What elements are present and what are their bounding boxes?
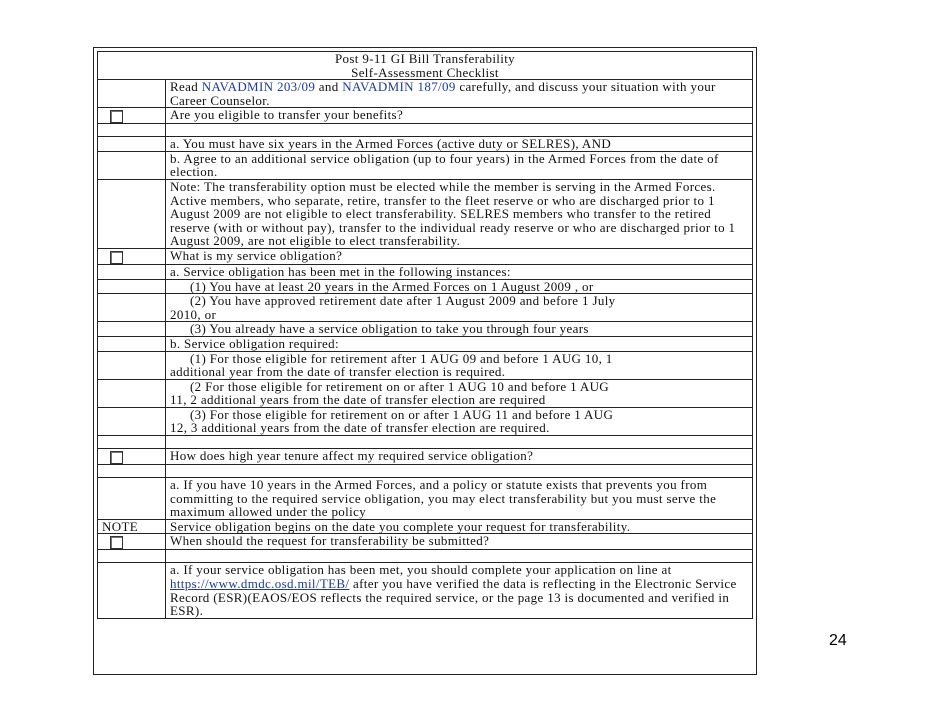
tenure-question: How does high year tenure affect my required service obligation?: [166, 449, 753, 465]
obligation-b3-rest: 12, 3 additional years from the date of transfer election are required.: [170, 420, 550, 436]
obligation-checkbox-cell: [98, 248, 166, 264]
obligation-b2-first: (2 For those eligible for retirement on or after 1 AUG 10 and before 1 AUG: [190, 378, 610, 394]
title-line-1: Post 9-11 GI Bill Transferability: [334, 51, 516, 66]
obligation-b1-first: (1) For those eligible for retirement after 1 AUG 09 and before 1 AUG 10, 1: [190, 350, 613, 366]
note-text: Service obligation begins on the date you complete your request for transferability.: [166, 519, 753, 534]
dmdc-teb-link[interactable]: https://www.dmdc.osd.mil/TEB/: [170, 576, 350, 592]
navadmin-203-link[interactable]: NAVADMIN 203/09: [201, 79, 316, 94]
blank-cell: [98, 407, 166, 435]
obligation-b1: [166, 351, 753, 379]
obligation-b1-rest: additional year from the date of transfer election is required.: [170, 364, 506, 380]
note-label: NOTE: [98, 519, 166, 534]
tenure-checkbox-cell: [98, 449, 166, 465]
obligation-a1: [166, 279, 753, 294]
intro-text: [166, 80, 753, 108]
note-row: [98, 519, 753, 534]
obligation-a2-rest: 2010, or: [170, 306, 217, 322]
submission-item-a: [166, 563, 753, 618]
intro-row: [98, 80, 753, 108]
eligibility-checkbox[interactable]: [110, 110, 123, 123]
blank-cell: [98, 264, 166, 279]
blank-cell: [98, 550, 166, 563]
eligibility-question-row: [98, 108, 753, 124]
blank-cell: [98, 563, 166, 618]
blank-cell: [98, 279, 166, 294]
eligibility-item-a: a. You must have six years in the Armed Forces (active duty or SELRES), AND: [166, 137, 753, 152]
obligation-a2: [166, 294, 753, 322]
eligibility-question: Are you eligible to transfer your benefits?: [166, 108, 753, 124]
intro-suffix: carefully, and discuss your situation with your Career Counselor.: [170, 79, 716, 108]
blank-cell: [98, 379, 166, 407]
title-row: [98, 52, 753, 80]
obligation-a3-text: (3) You already have a service obligation to take you through four years: [190, 321, 589, 337]
checklist-table: [97, 51, 753, 619]
obligation-a2-first: (2) You have approved retirement date after 1 August 2009 and before 1 July: [190, 293, 616, 309]
blank-cell: [98, 179, 166, 248]
blank-cell: [98, 436, 166, 449]
obligation-b2: [166, 379, 753, 407]
tenure-question-row: [98, 449, 753, 465]
eligibility-checkbox-cell: [98, 108, 166, 124]
obligation-a3: [166, 322, 753, 337]
obligation-item-a: a. Service obligation has been met in the following instances:: [166, 264, 753, 279]
obligation-a1-text: (1) You have at least 20 years in the Armed Forces on 1 August 2009 , or: [190, 278, 594, 294]
tenure-checkbox[interactable]: [110, 451, 123, 464]
obligation-item-b: b. Service obligation required:: [166, 336, 753, 351]
blank-cell: [166, 550, 753, 563]
submission-prefix: a. If your service obligation has been met, you should complete your application on line at: [170, 562, 672, 578]
blank-cell: [98, 137, 166, 152]
obligation-question: What is my service obligation?: [166, 248, 753, 264]
intro-mark-cell: [98, 80, 166, 108]
blank-cell: [166, 124, 753, 137]
obligation-question-row: [98, 248, 753, 264]
blank-cell: [98, 294, 166, 322]
tenure-item-a: a. If you have 10 years in the Armed Forces, and a policy or statute exists that prevents you from committing to the required service obligation, you may elect transferability but you must serve the maximum allowed under the policy: [166, 478, 753, 520]
obligation-b2-rest: 11, 2 additional years from the date of transfer election are required: [170, 392, 546, 408]
checklist-title: [98, 52, 753, 80]
blank-cell: [166, 436, 753, 449]
submission-checkbox[interactable]: [110, 536, 123, 549]
intro-prefix: Read: [170, 79, 202, 94]
obligation-b3: [166, 407, 753, 435]
submission-question: When should the request for transferability be submitted?: [166, 534, 753, 550]
blank-cell: [98, 465, 166, 478]
eligibility-item-b: b. Agree to an additional service obligation (up to four years) in the Armed Forces from the date of election.: [166, 151, 753, 179]
blank-cell: [98, 124, 166, 137]
blank-cell: [166, 465, 753, 478]
blank-cell: [98, 336, 166, 351]
obligation-b3-first: (3) For those eligible for retirement on or after 1 AUG 11 and before 1 AUG: [190, 406, 614, 422]
blank-cell: [98, 478, 166, 520]
intro-middle: and: [315, 79, 343, 94]
blank-cell: [98, 351, 166, 379]
submission-checkbox-cell: [98, 534, 166, 550]
submission-question-row: [98, 534, 753, 550]
obligation-checkbox[interactable]: [110, 251, 123, 264]
blank-cell: [98, 151, 166, 179]
submission-suffix: after you have verified the data is reflecting in the Electronic Service Record (ESR)(EAOS/EOS reflects the required service, or the page 13 is documented and verified in ESR).: [170, 576, 737, 619]
eligibility-note: Note: The transferability option must be elected while the member is serving in the Armed Forces. Active members, who separate, retire, transfer to the fleet reserve or who are discharged prior to 1 August 2009 are not eligible to elect transferability. SELRES members who transfer to the retired reserve (with or without pay), transfer to the individual ready reserve or who are discharged prior to 1 August 2009, are not eligible to elect transferability.: [166, 179, 753, 248]
navadmin-187-link[interactable]: NAVADMIN 187/09: [342, 79, 456, 94]
title-line-2: Self-Assessment Checklist: [351, 64, 499, 80]
page-number: 24: [829, 632, 847, 649]
blank-cell: [98, 322, 166, 337]
